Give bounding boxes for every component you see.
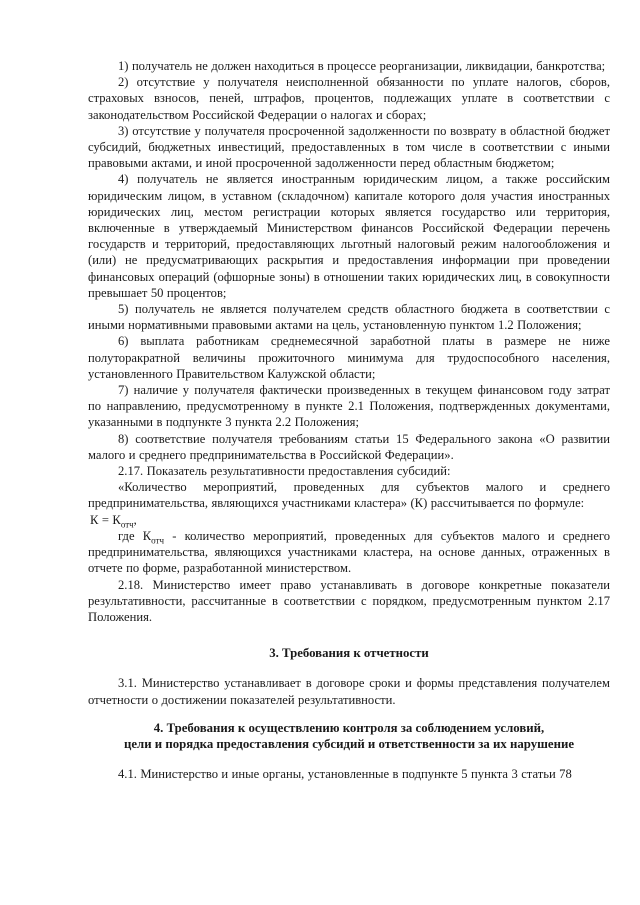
where-text: - количество мероприятий, проведенных для субъектов малого и среднего предпринимательства, являющихся участниками кластера, на основе данных, отраженных в отчете по форме, разработанной министерством.: [88, 528, 610, 576]
list-item-5: 5) получатель не является получателем средств областного бюджета в соответствии с иными нормативными правовыми актами на цель, установленную пунктом 1.2 Положения;: [88, 302, 610, 333]
list-item-2: 2) отсутствие у получателя неисполненной обязанности по уплате налогов, сборов, страховых взносов, пеней, штрафов, процентов, подлежащих уплате в соответствии с законодательством Российской Федерации о налогах и сборах;: [88, 75, 610, 122]
paragraph-2-17: 2.17. Показатель результативности предоставления субсидий:: [118, 464, 451, 479]
paragraph-4-1: 4.1. Министерство и иные органы, установленные в подпункте 5 пункта 3 статьи 78: [118, 767, 572, 782]
list-item-1: 1) получатель не должен находиться в процессе реорганизации, ликвидации, банкротства;: [118, 59, 606, 73]
formula-where: [88, 528, 610, 577]
section-4-heading-line-2: цели и порядка предоставления субсидий и ответственности за их нарушение: [123, 736, 574, 751]
list-item-8: 8) соответствие получателя требованиям статьи 15 Федерального закона «О развитии малого и среднего предпринимательства в Российской Федерации».: [88, 431, 610, 462]
list-item-3: 3) отсутствие у получателя просроченной задолженности по возврату в областной бюджет субсидий, бюджетных инвестиций, предоставленных в том числе в соответствии с иными правовыми актами, и иной просроченной задолженности перед областным бюджетом;: [88, 123, 610, 171]
formula-tail: ,: [133, 512, 137, 527]
formula: [88, 512, 610, 528]
paragraph-2-17-description: «Количество мероприятий, проведенных для субъектов малого и среднего предпринимательства, являющихся участниками кластера» (К) рассчитывается по формуле:: [88, 480, 610, 511]
formula-lhs: К = К: [90, 512, 121, 527]
where-subscript: отч: [151, 535, 164, 546]
list-item-7: 7) наличие у получателя фактически произведенных в текущем финансовом году затрат по направлению, предусмотренному в пункте 2.1 Положения, подтвержденных документами, указанными в подпункте 3 пункта 2.2 Положения;: [88, 383, 610, 430]
paragraph-2-18: 2.18. Министерство имеет право устанавливать в договоре конкретные показатели результативности, рассчитанные в соответствии с порядком, предусмотренным пунктом 2.17 Положения.: [88, 577, 610, 624]
formula-subscript: отч: [120, 519, 134, 530]
document-body: [88, 58, 610, 782]
paragraph-3-1: 3.1. Министерство устанавливает в договоре сроки и формы представления получателем отчетности о достижении показателей результативности.: [88, 676, 610, 707]
list-item-6: 6) выплата работникам среднемесячной заработной платы в размере не ниже полуторакратной величины прожиточного минимума для трудоспособного населения, установленного Правительством Калужской области;: [88, 334, 610, 381]
section-4-heading-line-1: 4. Требования к осуществлению контроля за соблюдением условий,: [153, 720, 545, 735]
where-prefix: где К: [118, 528, 152, 543]
section-3-heading: 3. Требования к отчетности: [269, 646, 429, 661]
section-4-heading: [88, 720, 610, 752]
list-item-4: 4) получатель не является иностранным юридическим лицом, а также российским юридическим лицом, в уставном (складочном) капитале которого доля участия иностранных юридических лиц, местом регистрации которых является государство или территория, включенные в утверждаемый Министерством финансов Российской Федерации перечень государств и территорий, предоставляющих льготный налоговый режим налогообложения и (или) не предусматривающих раскрытия и предоставления информации при проведении финансовых операций (офшорные зоны) в отношении таких юридических лиц, в совокупности превышает 50 процентов;: [88, 172, 610, 300]
